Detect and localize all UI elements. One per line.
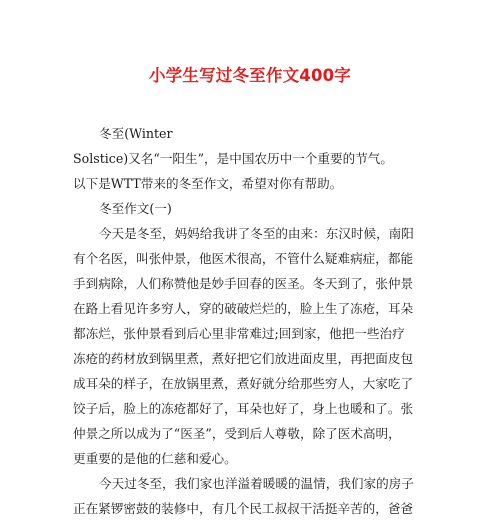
text-line: 饺子后，脸上的冻疮都好了，耳朵也好了，身上也暖和了。张: [73, 401, 414, 416]
text-line: 更重要的是他的仁慈和爱心。: [73, 451, 237, 466]
text-line: 冬至(Winter: [99, 126, 173, 141]
text-line: 以下是WTT带来的冬至作文，希望对你有帮助。: [73, 176, 343, 191]
text-line: Solstice)又名“一阳生”，是中国农历中一个重要的节气。: [73, 151, 393, 166]
text-line: 正在紧锣密鼓的装修中，有几个民工叔叔干活挺辛苦的，爸爸: [73, 501, 414, 516]
text-line: 在路上看见许多穷人，穿的破破烂烂的，脸上生了冻疮，耳朵: [73, 301, 414, 316]
text-line: 仲景之所以成为了“医圣”，受到后人尊敬，除了医术高明，: [73, 426, 401, 441]
text-line: 手到病除，人们称赞他是妙手回春的医圣。冬天到了，张仲景: [73, 276, 414, 291]
text-line: 冻疮的药材放到锅里煮，煮好把它们放进面皮里，再把面皮包: [73, 351, 414, 366]
document-title: 小学生写过冬至作文400字: [148, 66, 352, 85]
text-line: 冬至作文(一): [99, 201, 172, 216]
text-line: 成耳朵的样子，在放锅里煮，煮好就分给那些穷人，大家吃了: [73, 376, 414, 391]
text-line: 今天是冬至，妈妈给我讲了冬至的由来：东汉时候，南阳: [99, 226, 414, 241]
text-line: 有个名医，叫张仲景，他医术很高，不管什么疑难病症，都能: [73, 251, 414, 266]
text-line: 今天过冬至，我们家也洋溢着暖暖的温情，我们家的房子: [99, 476, 414, 491]
text-line: 都冻烂，张仲景看到后心里非常难过;回到家，他把一些治疗: [73, 326, 405, 341]
document-body: [73, 121, 435, 521]
